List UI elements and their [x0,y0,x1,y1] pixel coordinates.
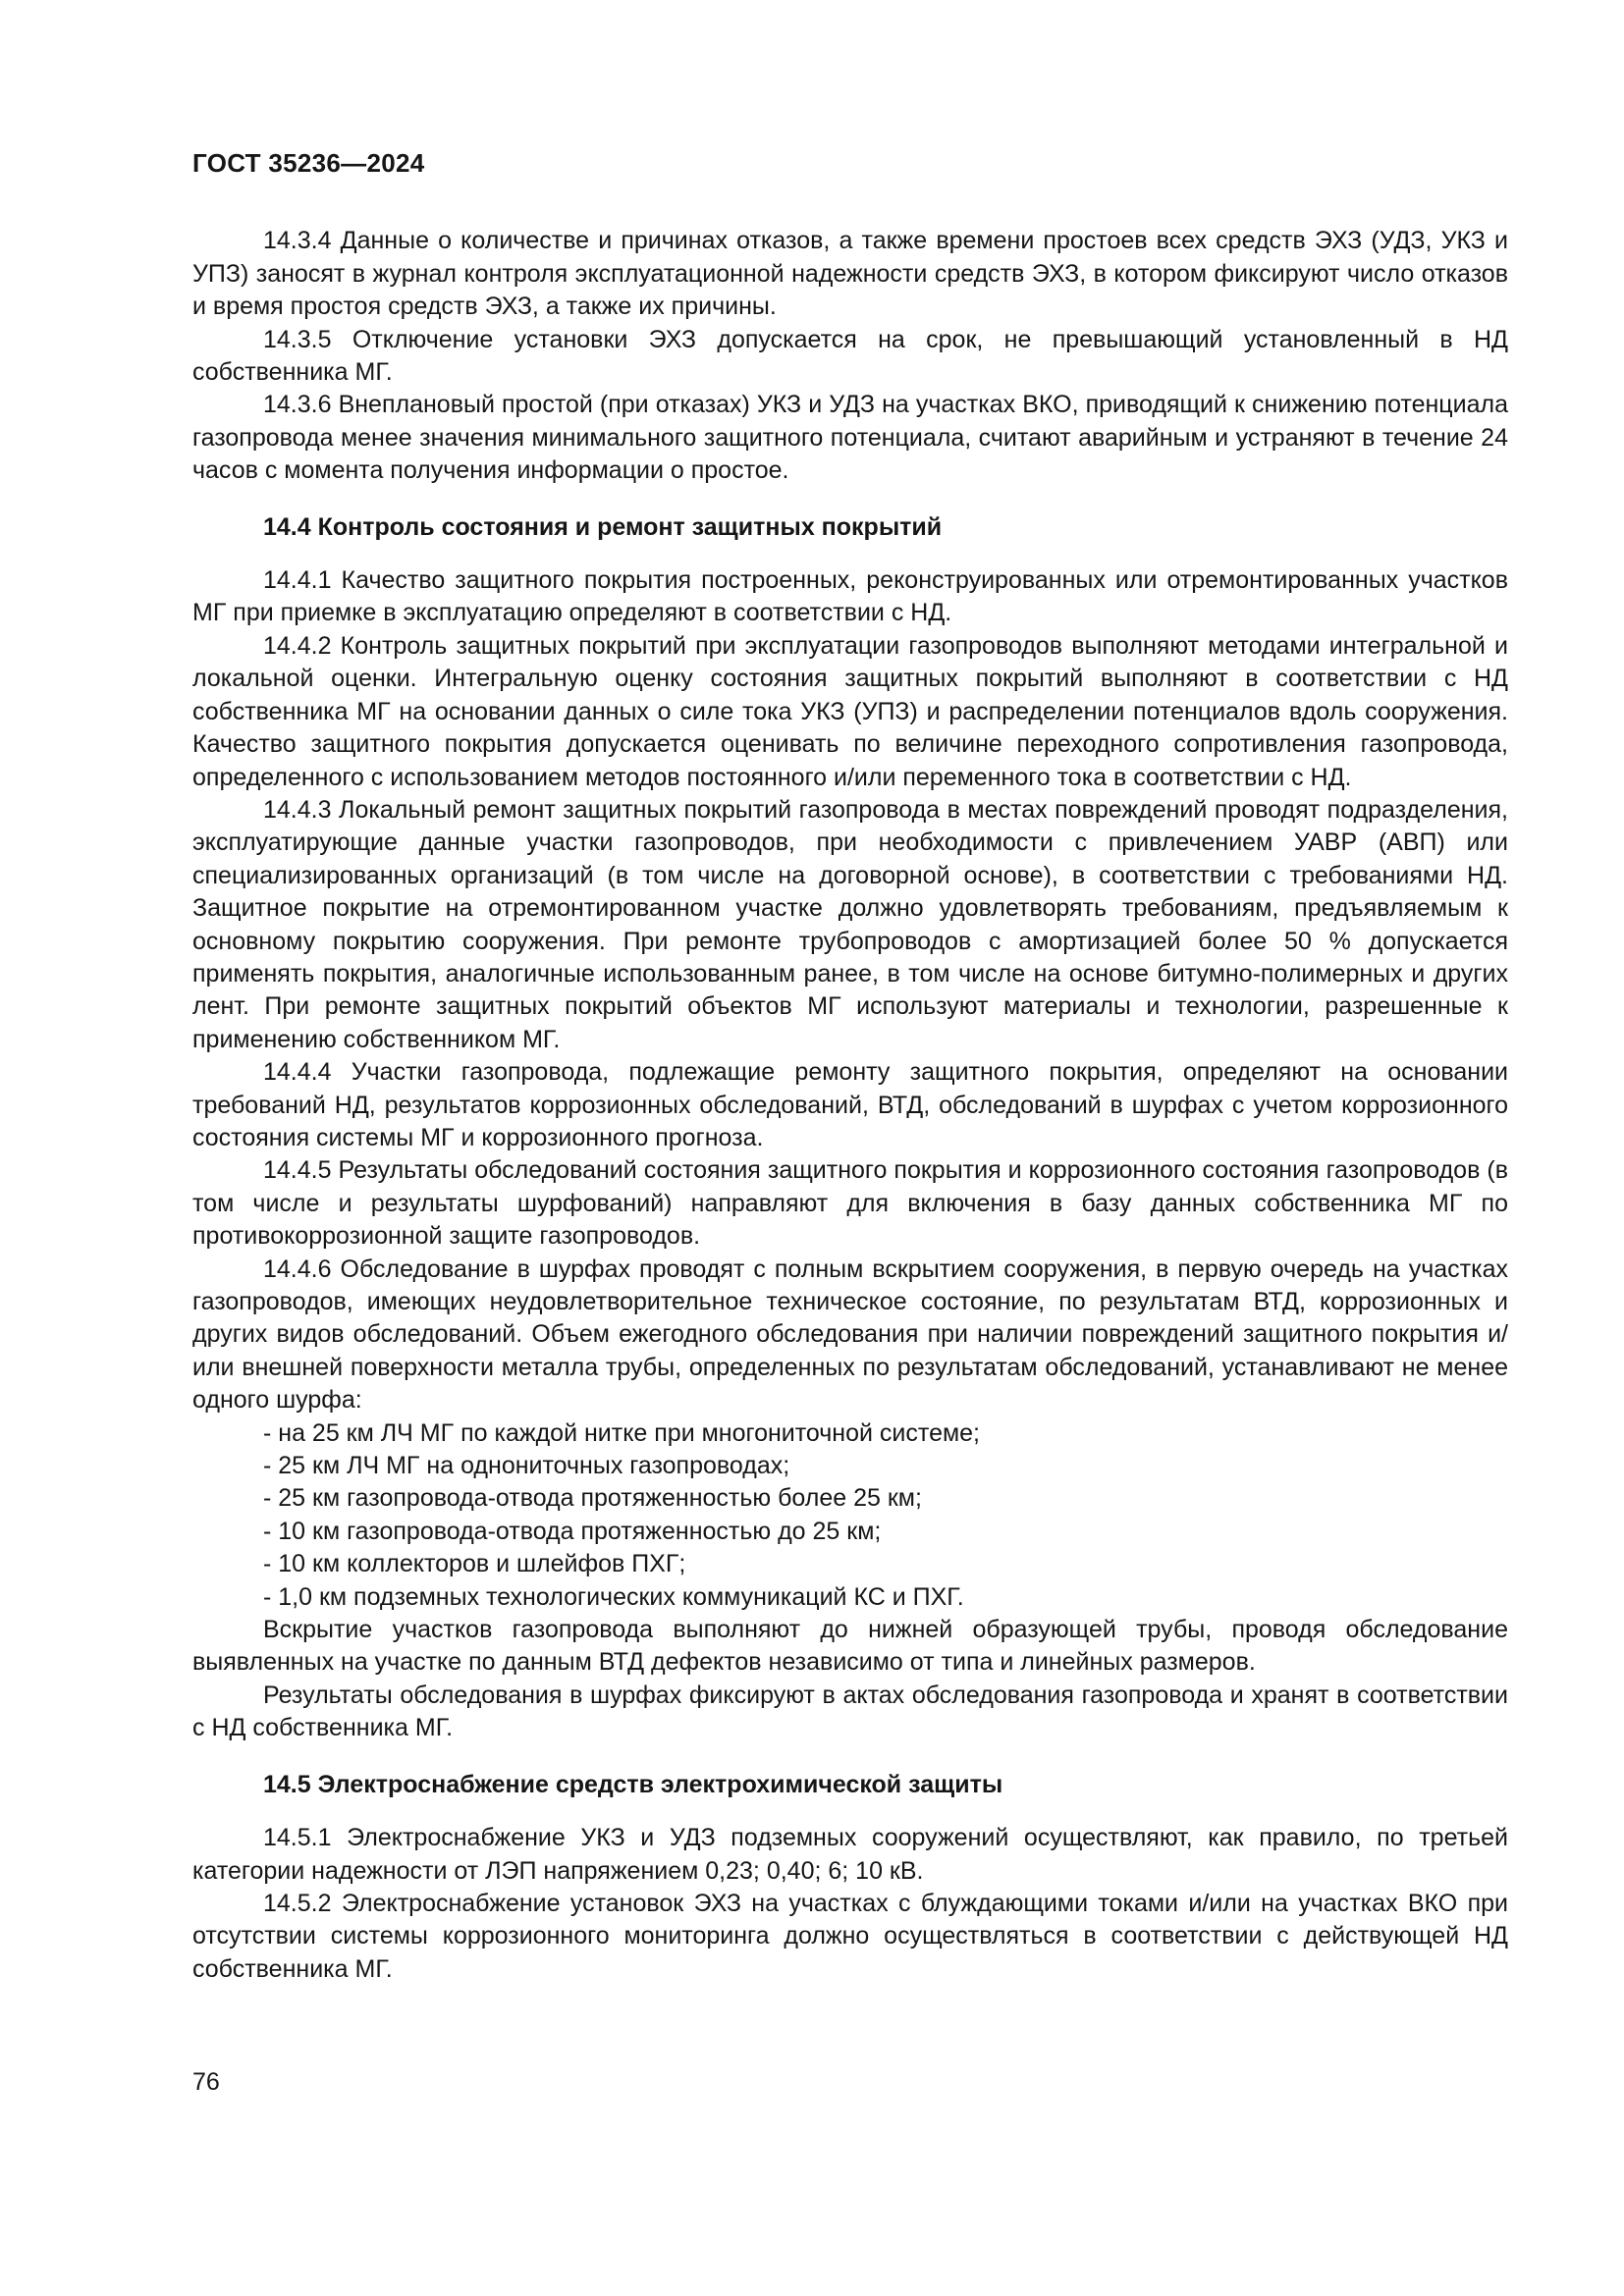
paragraph-14-4-4: 14.4.4 Участки газопровода, подлежащие ремонту защитного покрытия, определяют на основании требований НД, результатов коррозионных обследований, ВТД, обследований в шурфах с учетом коррозионного состояния системы МГ и коррозионного прогноза. [192,1058,1508,1151]
list-item-1: - на 25 км ЛЧ МГ по каждой нитке при многониточной системе; [263,1418,981,1447]
section-heading-14-4: 14.4 Контроль состояния и ремонт защитных покрытий [263,512,943,541]
paragraph-14-4-2: 14.4.2 Контроль защитных покрытий при эксплуатации газопроводов выполняют методами интегральной и локальной оценки. Интегральную оценку состояния защитных покрытий выполняют в соответствии с НД собственника МГ на основании данных о силе тока УКЗ (УПЗ) и распределении потенциалов вдоль сооружения. Качество защитного покрытия допускается оценивать по величине переходного сопротивления газопровода, определенного с использованием методов постоянного и/или переменного тока в соответствии с НД. [192,631,1508,791]
paragraph-14-4-5: 14.4.5 Результаты обследований состояния защитного покрытия и коррозионного состояния газопроводов (в том числе и результаты шурфований) направляют для включения в базу данных собственника МГ по противокоррозионной защите газопроводов. [192,1156,1508,1251]
paragraph-14-5-2: 14.5.2 Электроснабжение установок ЭХЗ на участках с блуждающими токами и/или на участках ВКО при отсутствии системы коррозионного мониторинга должно осуществляться в соответствии с действующей НД собственника МГ. [192,1889,1508,1983]
paragraph-14-5-1: 14.5.1 Электроснабжение УКЗ и УДЗ подземных сооружений осуществляют, как правило, по третьей категории надежности от ЛЭП напряжением 0,23; 0,40; 6; 10 кВ. [192,1824,1508,1885]
paragraph-vskrytie: Вскрытие участков газопровода выполняют до нижней образующей трубы, проводя обследование выявленных на участке по данным ВТД дефектов независимо от типа и линейных размеров. [192,1616,1508,1677]
list-item-3: - 25 км газопровода-отвода протяженностью более 25 км; [263,1484,922,1513]
paragraph-rezultaty: Результаты обследования в шурфах фиксируют в актах обследования газопровода и хранят в соответствии с НД собственника МГ. [192,1681,1508,1742]
paragraph-14-4-6: 14.4.6 Обследование в шурфах проводят с полным вскрытием сооружения, в первую очередь на участках газопроводов, имеющих неудовлетворительное техническое состояние, по результатам ВТД, коррозионных и других видов обследований. Объем ежегодного обследования при наличии повреждений защитного покрытия и/или внешней поверхности металла трубы, определенных по результатам обследований, устанавливают не менее одного шурфа: [192,1255,1508,1415]
paragraph-14-3-5: 14.3.5 Отключение установки ЭХЗ допускается на срок, не превышающий установленный в НД собственника МГ. [192,325,1508,387]
paragraph-14-3-4: 14.3.4 Данные о количестве и причинах отказов, а также времени простоев всех средств ЭХЗ (УДЗ, УКЗ и УПЗ) заносят в журнал контроля эксплуатационной надежности средств ЭХЗ, в котором фиксируют число отказов и время простоя средств ЭХЗ, а также их причины. [192,227,1508,321]
paragraph-14-4-1: 14.4.1 Качество защитного покрытия построенных, реконструированных или отремонтированных участков МГ при приемке в эксплуатацию определяют в соответствии с НД. [192,566,1508,627]
list-item-2: - 25 км ЛЧ МГ на однониточных газопроводах; [263,1452,790,1480]
section-heading-14-5: 14.5 Электроснабжение средств электрохимической защиты [263,1770,1003,1798]
list-item-4: - 10 км газопровода-отвода протяженностью до 25 км; [263,1517,882,1545]
list-item-6: - 1,0 км подземных технологических коммуникаций КС и ПХГ. [263,1582,964,1611]
page-number: 76 [192,2068,220,2096]
paragraph-14-3-6: 14.3.6 Внеплановый простой (при отказах) УКЗ и УДЗ на участках ВКО, приводящий к снижению потенциала газопровода менее значения минимального защитного потенциала, считают аварийным и устраняют в течение 24 часов с момента получения информации о простое. [192,391,1508,485]
standard-code: ГОСТ 35236—2024 [192,148,425,178]
paragraph-14-4-3: 14.4.3 Локальный ремонт защитных покрытий газопровода в местах повреждений проводят подразделения, эксплуатирующие данные участки газопроводов, при необходимости с привлечением УАВР (АВП) или специализированных организаций (в том числе на договорной основе), в соответствии с требованиями НД. Защитное покрытие на отремонтированном участке должно удовлетворять требованиям, предъявляемым к основному покрытию сооружения. При ремонте трубопроводов с амортизацией более 50 % допускается применять покрытия, аналогичные использованным ранее, в том числе на основе битумно-полимерных и других лент. При ремонте защитных покрытий объектов МГ используют материалы и технологии, разрешенные к применению собственником МГ. [192,795,1508,1053]
list-item-5: - 10 км коллекторов и шлейфов ПХГ; [263,1550,686,1578]
page-content [192,147,1508,1986]
